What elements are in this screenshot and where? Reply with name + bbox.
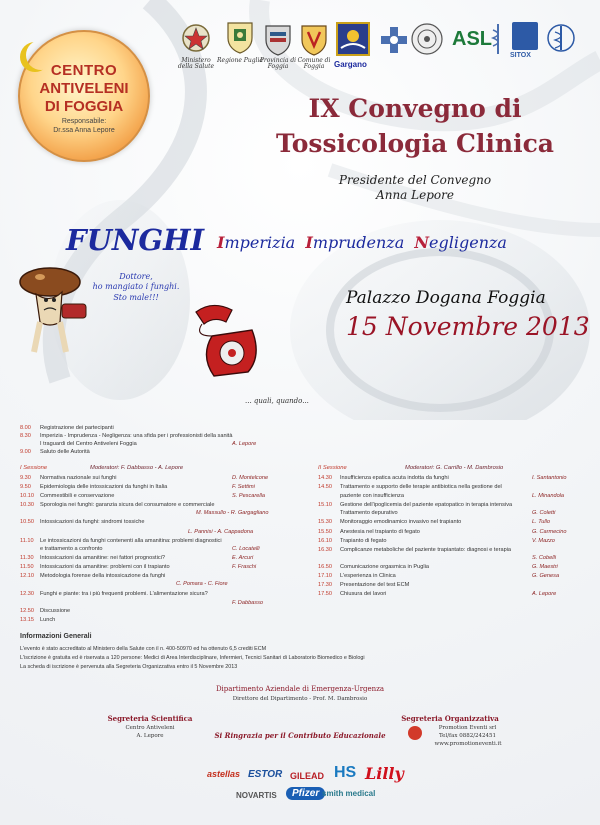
program-item: Trapianto di fegato xyxy=(340,538,387,544)
info-heading: Informazioni Generali xyxy=(20,633,92,640)
president-label: Presidente del Convegno xyxy=(338,173,492,187)
sponsor-estor: ESTOR xyxy=(248,769,283,780)
time-label: 14.30 xyxy=(318,475,332,481)
time-label: 14.50 xyxy=(318,484,332,490)
sitox-caption: SITOX xyxy=(510,52,531,59)
program-item: Monitoraggio emodinamico invasivo nel trapianto xyxy=(340,519,462,525)
time-label: 17.30 xyxy=(318,582,332,588)
speaker: L. Tullo xyxy=(532,519,550,525)
speaker: M. Massullo - R. Gargagliano xyxy=(196,510,269,516)
time-label: 9.50 xyxy=(20,484,31,490)
program-item: Lunch xyxy=(40,617,56,623)
speaker: F. Settimi xyxy=(232,484,255,490)
sponsor-hs: HS xyxy=(334,764,357,781)
sponsors-heading: Si Ringrazia per il Contributo Educazionale xyxy=(214,731,386,740)
time-label: 10.50 xyxy=(20,519,34,525)
program-item: Saluto delle Autorità xyxy=(40,449,90,455)
speaker: S. Cobelli xyxy=(532,555,556,561)
time-label: 12.50 xyxy=(20,608,34,614)
speaker: L. Pannisi - A. Cappadona xyxy=(188,529,254,535)
program-item: Normativa nazionale sui funghi xyxy=(40,475,117,481)
president-name: Anna Lepore xyxy=(376,188,454,202)
time-label: 8.30 xyxy=(20,433,31,439)
speaker: F. Dabbasso xyxy=(232,600,263,606)
logo-caption-provincia: Provincia di Foggia xyxy=(259,57,297,71)
speaker: D. Montelcone xyxy=(232,475,269,481)
event-date: 15 Novembre 2013 xyxy=(346,312,590,341)
title-line1: IX Convegno di xyxy=(308,94,522,123)
scientific-secretariat-line: Centro Antiveleni xyxy=(125,725,175,731)
speaker: G. Coletti xyxy=(532,510,556,516)
province-crest-icon xyxy=(262,22,294,56)
time-label: 15.30 xyxy=(318,519,332,525)
sponsor-astellas: astellas xyxy=(207,769,241,779)
program-item: Intossicazioni da funghi: sindromi tossiche xyxy=(40,519,145,525)
seal-logo-icon xyxy=(410,22,444,56)
speaker: I. Santantonio xyxy=(532,475,567,481)
organizing-secretariat-website[interactable]: www.promotioneventi.it xyxy=(434,741,502,747)
speaker: L. Minandola xyxy=(532,493,565,499)
badge-line3: DI FOGGIA xyxy=(44,98,124,115)
program-item: Complicanze metaboliche del paziente trapiantato: diagnosi e terapia xyxy=(340,547,512,553)
program-item: Gestione dell'ipoglicemia del paziente epatopatico in terapia intensiva xyxy=(340,502,513,508)
session2-header: II Sessione xyxy=(318,465,347,471)
speaker: G. Carmecino xyxy=(532,529,567,535)
program-item: Commestibili e conservazione xyxy=(40,493,115,499)
sponsor-smiths-medical: smith medical xyxy=(322,789,376,798)
sponsor-gilead: GILEAD xyxy=(290,771,325,781)
badge-resp-name: Dr.ssa Anna Lepore xyxy=(53,127,115,134)
program-item: Intossicazioni da amanitine: problemi con il trapianto xyxy=(40,564,170,570)
title-line2: Tossicologia Clinica xyxy=(276,129,554,158)
republic-emblem-icon xyxy=(180,22,212,56)
program-item: Metodologia forense della intossicazione da funghi xyxy=(40,573,166,579)
program-item: Registrazione dei partecipanti xyxy=(40,425,114,431)
venue: Palazzo Dogana Foggia xyxy=(346,288,546,308)
cross-logo-icon xyxy=(378,24,410,58)
time-label: 17.50 xyxy=(318,591,332,597)
society-logo-icon xyxy=(546,20,576,56)
time-label: 11.30 xyxy=(20,555,34,561)
program-item: Sporologia nei funghi: garanzia sicura del consumatore e commerciale xyxy=(40,502,215,508)
time-label: 16.50 xyxy=(318,564,332,570)
program-item: Imperizia - Imprudenza - Negligenza: una sfida per i professionisti della sanità xyxy=(40,433,233,439)
badge-resp: Responsabile: xyxy=(61,118,107,125)
session2-moderators: Moderatori: G. Carrillo - M. Dambrosio xyxy=(405,465,504,471)
program-item: Intossicazioni da amanitine: nei fattori prognostici? xyxy=(40,555,165,561)
theme-subtitle: Imperizia Imprudenza Negligenza xyxy=(217,233,507,252)
asl-logo: ASL xyxy=(452,28,492,50)
info-line: La scheda di iscrizione è pervenuta alla Segreteria Organizzativa entro il 5 Novembre 2013 xyxy=(20,664,238,670)
speaker: G. Genesa xyxy=(532,573,560,579)
quali-quando: ... quali, quando... xyxy=(245,397,309,405)
time-label: 9.00 xyxy=(20,449,31,455)
time-label: 10.10 xyxy=(20,493,34,499)
time-label: 13.15 xyxy=(20,617,34,623)
gargano-logo-icon xyxy=(336,22,370,62)
department-director: Direttore del Dipartimento - Prof. M. Dambrosio xyxy=(232,696,368,702)
speaker: S. Pescarella xyxy=(232,493,265,499)
logo-caption-comune: Comune di Foggia xyxy=(297,57,331,71)
logo-caption-gargano: Gargano xyxy=(334,60,367,69)
organizing-secretariat-title: Segreteria Organizzativa xyxy=(401,714,499,723)
theme-main: FUNGHI xyxy=(66,223,205,257)
organizing-secretariat-line: Tel/fax 0882/242451 xyxy=(438,733,497,739)
sitox-logo-icon xyxy=(512,22,538,50)
speaker: E. Arcuri xyxy=(232,555,254,561)
info-line: L'iscrizione è gratuita ed è riservata a 120 persone: Medici di Area Interdisciplinare, Infermieri, Tecnici Sanitari di Laboratorio Biomedico e Biologi xyxy=(20,655,365,661)
logo-caption-ministero: Ministero della Salute xyxy=(177,57,215,71)
time-label: 11.10 xyxy=(20,538,34,544)
region-crest-icon xyxy=(224,20,256,54)
time-label: 17.10 xyxy=(318,573,332,579)
program-item: Chiusura dei lavori xyxy=(340,591,387,597)
program-item: Presentazione del test ECM xyxy=(340,582,410,588)
speaker: C. Pomara - C. Fiore xyxy=(176,581,228,587)
sponsor-pfizer: Pfizer xyxy=(286,787,325,800)
program-item: Anestesia nel trapianto di fegato xyxy=(340,529,420,535)
sponsor-lilly: Lilly xyxy=(365,764,404,783)
speaker: F. Fraschi xyxy=(232,564,257,570)
time-label: 16.10 xyxy=(318,538,332,544)
department-name: Dipartimento Aziendale di Emergenza-Urgenza xyxy=(215,685,385,693)
program-item: Trattamento depurativo xyxy=(340,510,398,516)
time-label: 16.30 xyxy=(318,547,332,553)
program-item: Trattamento e supporto delle terapie antibiotica nella gestione del xyxy=(340,484,502,490)
speaker: C. Locatelli xyxy=(232,546,260,552)
program-item: L'esperienza in Clinica xyxy=(340,573,396,579)
speaker: V. Mazzo xyxy=(532,538,555,544)
caduceus-icon xyxy=(490,22,506,56)
time-label: 15.50 xyxy=(318,529,332,535)
speaker: G. Maestri xyxy=(532,564,558,570)
time-label: 12.30 xyxy=(20,591,34,597)
logo-caption-regione: Regione Puglia xyxy=(217,57,263,64)
badge-line1: CENTRO xyxy=(50,62,118,79)
time-label: 10.30 xyxy=(20,502,34,508)
program-item: I traguardi del Centro Antiveleni Foggia xyxy=(40,441,137,447)
organizing-secretariat-line: Promotion Eventi srl xyxy=(438,725,497,731)
program-item: Discussione xyxy=(40,608,71,614)
time-label: 15.10 xyxy=(318,502,332,508)
time-label: 8.00 xyxy=(20,425,31,431)
program-item: paziente con insufficienza xyxy=(340,493,404,499)
speech-bubble: Dottore, ho mangiato i funghi. Sto male!!! xyxy=(92,272,180,302)
speaker: A. Lepore xyxy=(532,591,557,597)
session1-moderators: Moderatori: F. Dabbasso - A. Lepore xyxy=(90,465,184,471)
time-label: 9.30 xyxy=(20,475,31,481)
speaker: A. Lepore xyxy=(232,441,257,447)
program-item: Le intossicazioni da funghi contenenti alla amanitina: problemi diagnostici xyxy=(40,538,222,544)
time-label: 12.10 xyxy=(20,573,34,579)
program-item: Epidemiologia delle intossicazioni da funghi in Italia xyxy=(40,484,168,490)
telephone-image xyxy=(182,296,272,386)
program-item: e trattamento a confronto xyxy=(40,546,103,552)
scientific-secretariat-title: Segreteria Scientifica xyxy=(107,714,193,723)
info-line: L'evento è stato accreditato al Ministero della Salute con il n. 400-50970 ed ha ottenuto 6,5 crediti ECM xyxy=(20,646,267,652)
program-item: Insufficienza epatica acuta indotta da funghi xyxy=(340,475,449,481)
program-item: Funghi e piante: tra i più frequenti problemi. L'alimentazione sicura? xyxy=(40,591,208,597)
time-label: 11.50 xyxy=(20,564,34,570)
badge-line2: ANTIVELENI xyxy=(39,80,129,97)
session1-header: I Sessione xyxy=(20,465,48,471)
sponsor-novartis: NOVARTIS xyxy=(236,791,277,800)
program-item: Comunicazione orgasmica in Puglia xyxy=(340,564,429,570)
scientific-secretariat-line: A. Lepore xyxy=(136,733,164,739)
centro-antiveleni-logo xyxy=(18,30,150,162)
city-crest-icon xyxy=(298,22,330,56)
